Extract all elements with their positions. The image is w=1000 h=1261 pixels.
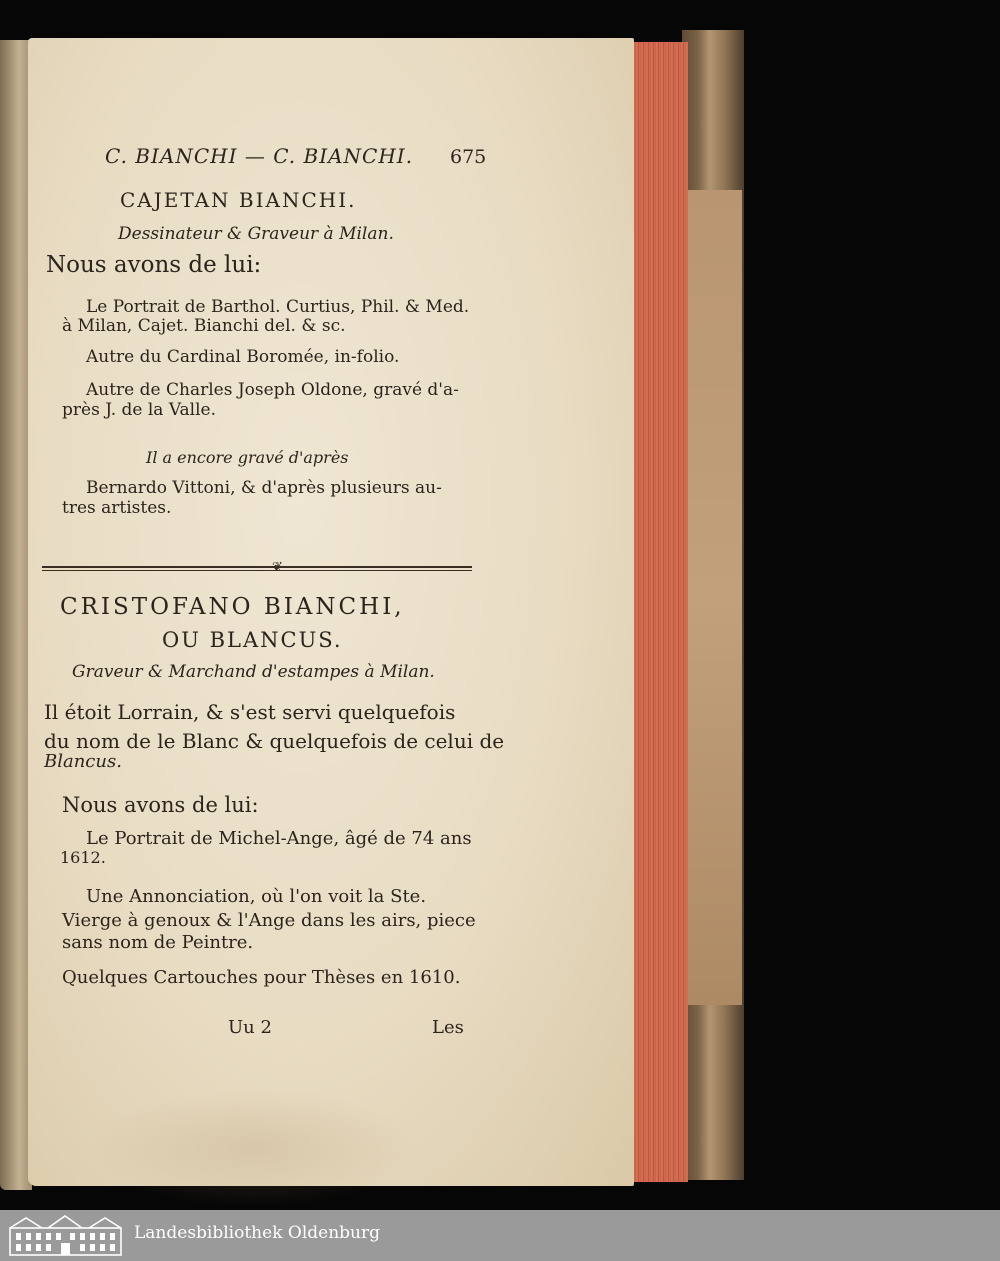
catchword: Les xyxy=(432,1017,464,1038)
entry2-line: Vierge à genoux & l'Ange dans les airs, piece xyxy=(62,910,476,931)
ornamental-divider xyxy=(42,560,472,575)
entry2-bio-line: Il étoit Lorrain, & s'est servi quelquefois xyxy=(44,700,456,724)
entry1-line: Autre du Cardinal Boromée, in-folio. xyxy=(86,347,400,367)
running-header: C. BIANCHI — C. BIANCHI. xyxy=(105,144,414,168)
entry2-bio-line: Blancus. xyxy=(44,751,122,772)
entry1-line: à Milan, Cajet. Bianchi del. & sc. xyxy=(62,316,346,336)
entry1-line: Le Portrait de Barthol. Curtius, Phil. & Med. xyxy=(86,297,470,317)
entry1-line: Autre de Charles Joseph Oldone, gravé d'a- xyxy=(86,380,459,400)
signature-mark: Uu 2 xyxy=(228,1017,272,1038)
entry2-line: sans nom de Peintre. xyxy=(62,932,254,953)
entry2-subtitle: Graveur & Marchand d'estampes à Milan. xyxy=(72,662,435,682)
entry2-alias: OU BLANCUS. xyxy=(162,628,343,652)
divider-ornament-icon: ❦ xyxy=(272,560,283,575)
footer-bar xyxy=(0,1210,1000,1261)
entry2-intro: Nous avons de lui: xyxy=(62,793,259,817)
entry1-intro: Nous avons de lui: xyxy=(46,252,262,278)
institution-name: Landesbibliothek Oldenburg xyxy=(134,1223,381,1243)
entry2-line: Le Portrait de Michel-Ange, âgé de 74 ans xyxy=(86,828,472,849)
entry1-after-line: tres artistes. xyxy=(62,498,172,518)
water-stain xyxy=(88,1088,418,1208)
entry2-bio-line: du nom de le Blanc & quelquefois de celui de xyxy=(44,729,505,753)
entry2-line: 1612. xyxy=(60,848,106,867)
divider-line-thin xyxy=(42,570,472,571)
entry1-line: près J. de la Valle. xyxy=(62,400,217,420)
cover-patch xyxy=(688,190,742,1005)
entry1-subtitle: Dessinateur & Graveur à Milan. xyxy=(118,224,394,244)
entry1-after-line: Bernardo Vittoni, & d'après plusieurs au- xyxy=(86,478,442,498)
divider-line-thick xyxy=(42,566,472,568)
entry1-italic-line: Il a encore gravé d'après xyxy=(146,448,349,467)
entry1-name: CAJETAN BIANCHI. xyxy=(120,188,357,212)
entry2-name: CRISTOFANO BIANCHI, xyxy=(60,594,405,620)
entry2-line: Quelques Cartouches pour Thèses en 1610. xyxy=(62,967,461,988)
entry2-line: Une Annonciation, où l'on voit la Ste. xyxy=(86,886,427,907)
library-building-icon xyxy=(8,1214,123,1257)
page-number: 675 xyxy=(450,146,487,168)
